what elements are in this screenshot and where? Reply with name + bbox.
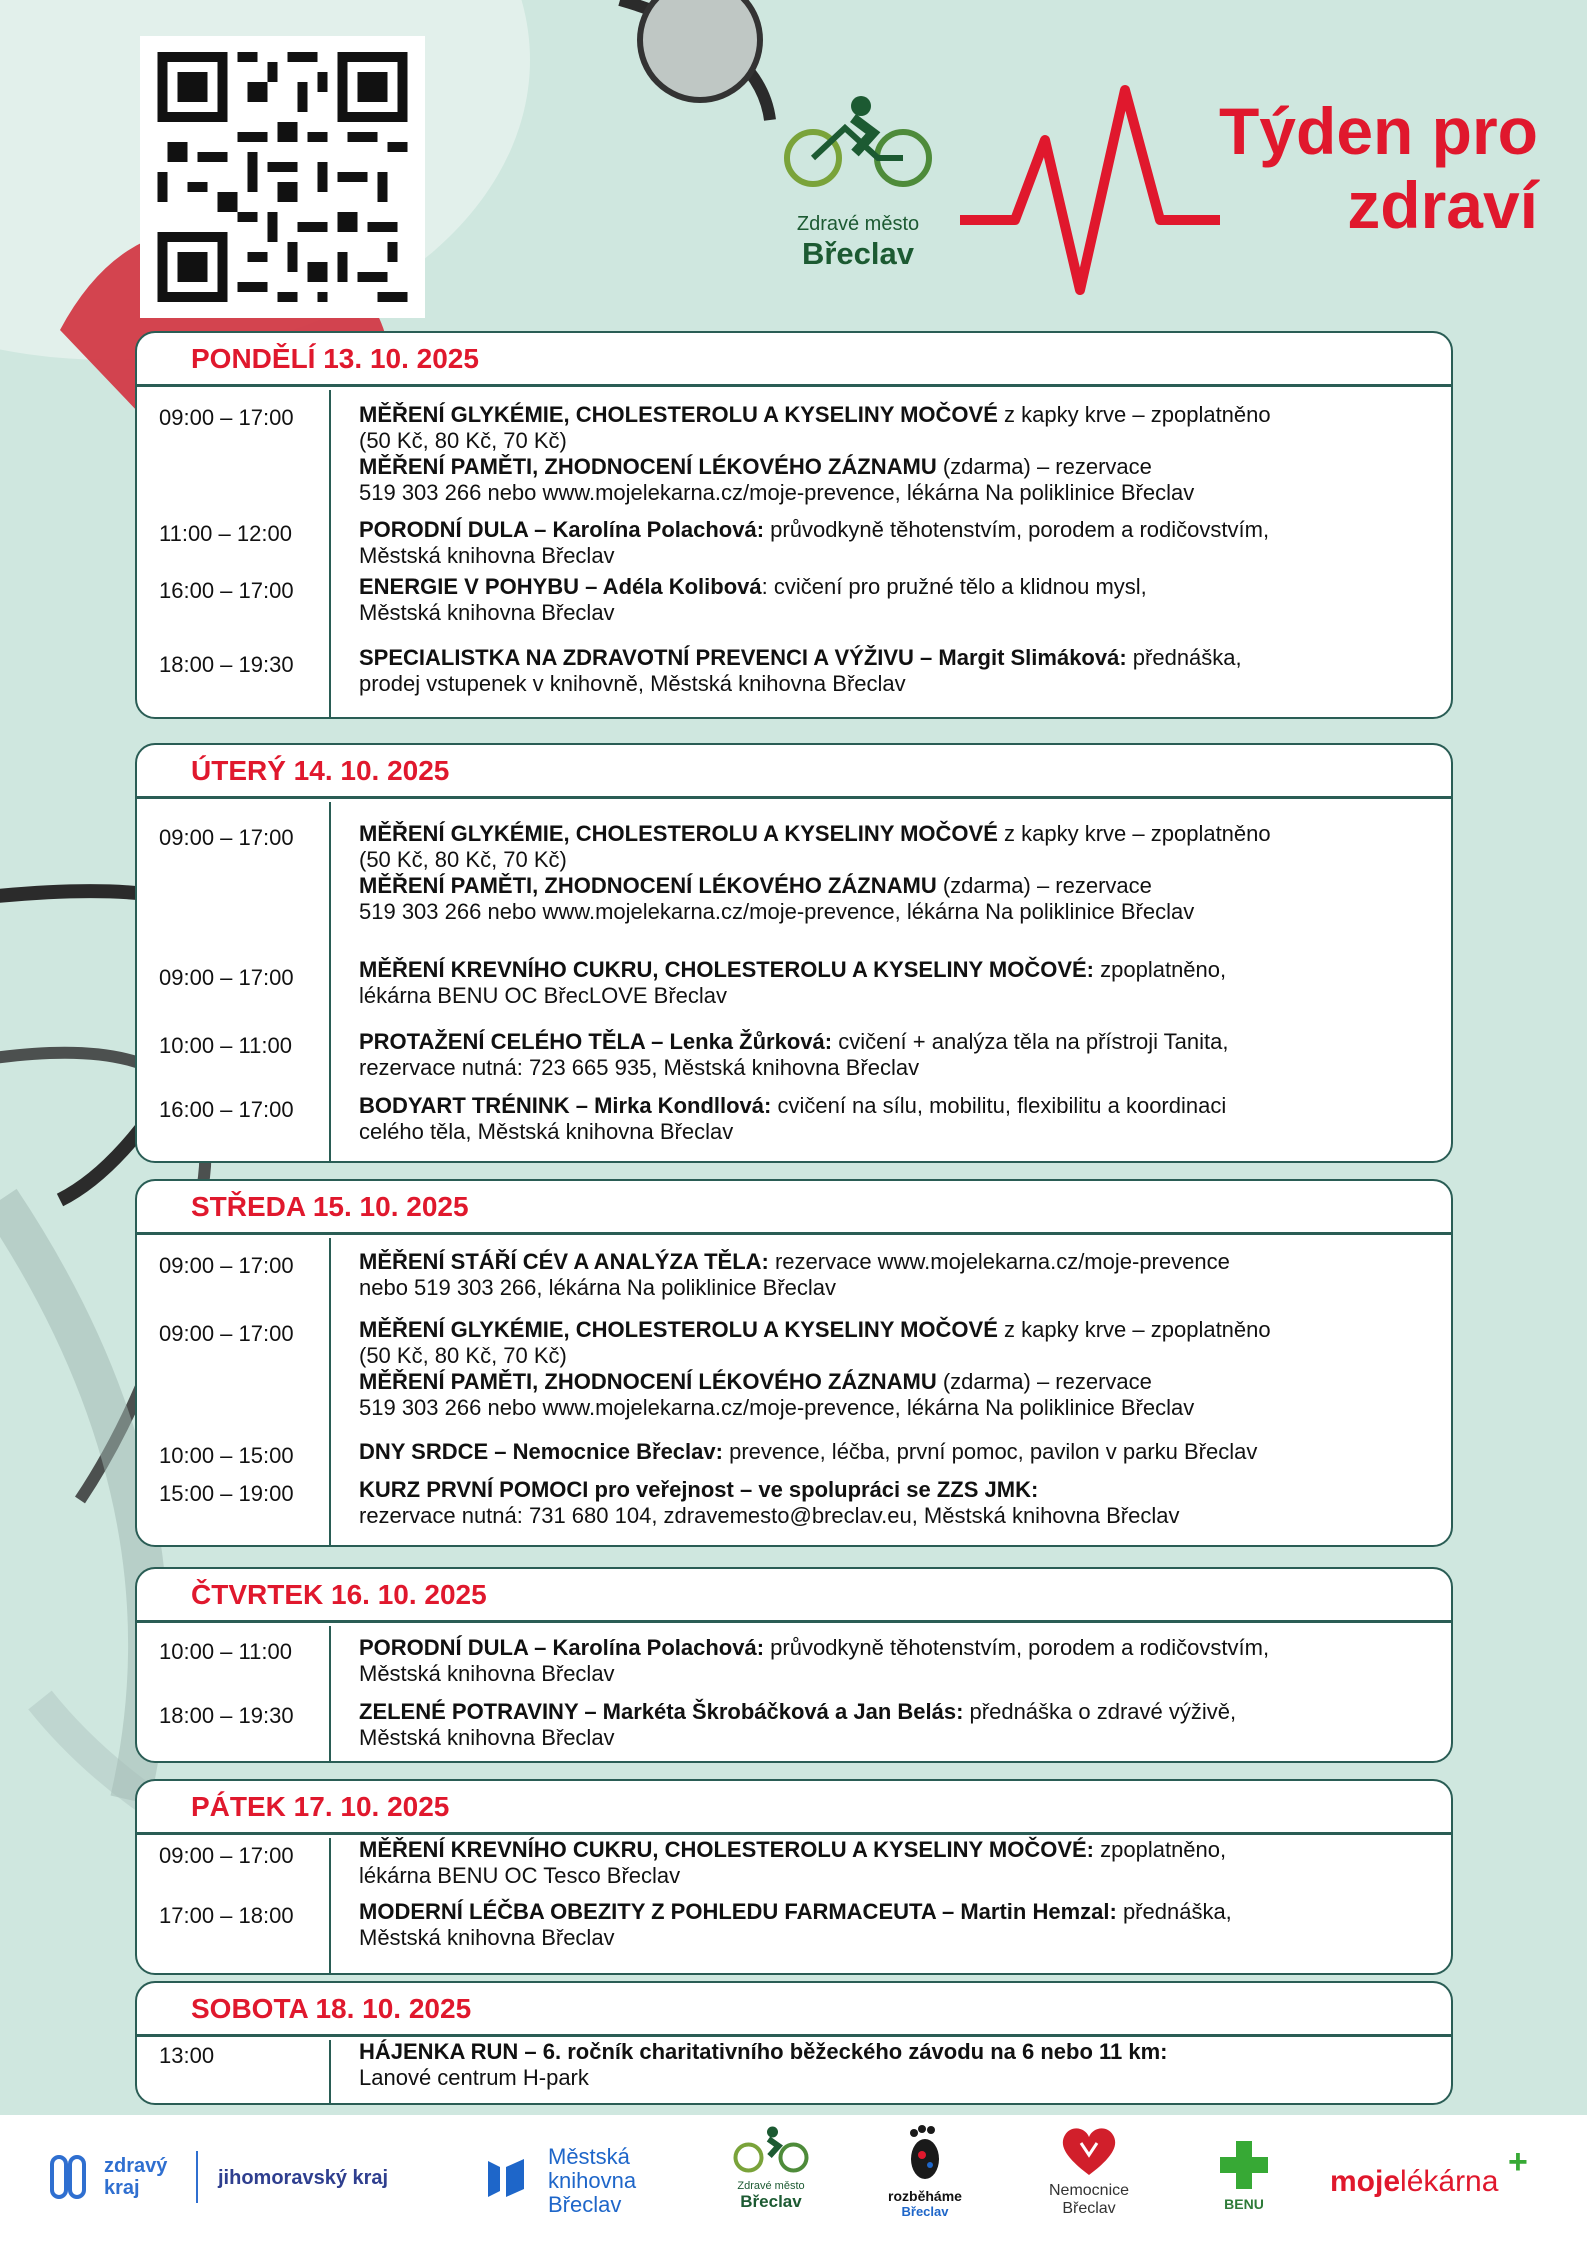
- event-line: [359, 1439, 1405, 1465]
- heart-icon: [1059, 2125, 1119, 2177]
- event-time: 09:00 – 17:00: [159, 1321, 294, 1346]
- event-detail: cvičení + analýza těla na přístroji Tanita,: [832, 1029, 1229, 1054]
- day-block: [135, 743, 1453, 1163]
- event-time: 15:00 – 19:00: [159, 1481, 294, 1506]
- event-time: 09:00 – 17:00: [159, 1843, 294, 1868]
- event-line: [359, 1661, 1405, 1687]
- event-line: [359, 1249, 1405, 1275]
- event-description: [359, 1439, 1405, 1465]
- event-line: [359, 1503, 1405, 1529]
- event-detail: (zdarma) – rezervace: [936, 1369, 1152, 1394]
- event-detail: průvodkyně těhotenstvím, porodem a rodičovstvím,: [764, 1635, 1270, 1660]
- kraj-line-2: kraj: [104, 2177, 140, 2199]
- run-logo: [880, 2123, 970, 2219]
- hospital-line-2: Břeclav: [1062, 2200, 1116, 2217]
- footer-partners: [0, 2115, 1587, 2245]
- event-line: [359, 1093, 1405, 1119]
- event-detail: Městská knihovna Břeclav: [359, 543, 615, 568]
- event-detail: rezervace nutná: 731 680 104, zdravemesto@breclav.eu, Městská knihovna Břeclav: [359, 1503, 1180, 1528]
- column-divider: [329, 1238, 331, 1545]
- cross-icon: [1218, 2139, 1270, 2191]
- town-logo-footer: [726, 2125, 816, 2212]
- event-line: [359, 517, 1405, 543]
- day-title: STŘEDA 15. 10. 2025: [191, 1190, 469, 1222]
- library-line-1: Městská: [548, 2144, 630, 2169]
- benu-text: BENU: [1224, 2196, 1264, 2212]
- event-line: [359, 983, 1405, 1009]
- zdravy-kraj-text: [104, 2155, 167, 2199]
- event-detail: rezervace nutná: 723 665 935, Městská knihovna Břeclav: [359, 1055, 920, 1080]
- event-line: [359, 1317, 1405, 1343]
- day-title: PONDĚLÍ 13. 10. 2025: [191, 342, 479, 374]
- day-header: [137, 745, 1451, 799]
- event-detail: zpoplatněno,: [1094, 957, 1227, 982]
- event-detail: z kapky krve – zpoplatněno: [997, 821, 1271, 846]
- footer-town-caption: Zdravé město: [737, 2180, 805, 2192]
- event-line: [359, 1369, 1405, 1395]
- day-header: [137, 1569, 1451, 1623]
- column-divider: [329, 390, 331, 717]
- event-description: [359, 1477, 1405, 1529]
- event-time: 13:00: [159, 2043, 215, 2068]
- event-line: [359, 1119, 1405, 1145]
- event-line: [359, 1395, 1405, 1421]
- column-divider: [329, 2040, 331, 2103]
- event-description: [359, 574, 1405, 626]
- event-line: [359, 1925, 1405, 1951]
- footprint-icon: [900, 2123, 950, 2183]
- event-detail: přednáška,: [1126, 645, 1242, 670]
- event-detail: prodej vstupenek v knihovně, Městská knihovna Břeclav: [359, 671, 906, 696]
- event-title: BODYART TRÉNINK – Mirka Kondllová:: [359, 1093, 772, 1118]
- event-title: MĚŘENÍ GLYKÉMIE, CHOLESTEROLU A KYSELINY MOČOVÉ: [359, 1317, 998, 1342]
- event-detail: (zdarma) – rezervace: [936, 873, 1152, 898]
- event-line: [359, 821, 1405, 847]
- event-detail: Městská knihovna Břeclav: [359, 600, 615, 625]
- event-detail: lékárna BENU OC Tesco Břeclav: [359, 1863, 681, 1888]
- event-title: MĚŘENÍ PAMĚTI, ZHODNOCENÍ LÉKOVÉHO ZÁZNAMU: [359, 1369, 937, 1394]
- event-detail: 519 303 266 nebo www.mojelekarna.cz/moje-prevence, lékárna Na poliklinice Břeclav: [359, 899, 1195, 924]
- day-block: [135, 1179, 1453, 1547]
- event-description: [359, 957, 1405, 1009]
- event-detail: rezervace www.mojelekarna.cz/moje-prevence: [768, 1249, 1230, 1274]
- event-description: [359, 1317, 1405, 1421]
- event-detail: prevence, léčba, první pomoc, pavilon v parku Břeclav: [722, 1439, 1258, 1464]
- cyclist-icon: [731, 2125, 811, 2175]
- pharmacy-part-b: lékárna: [1400, 2165, 1499, 2198]
- zdravy-kraj-logo: [50, 2155, 86, 2204]
- event-time: 09:00 – 17:00: [159, 1253, 294, 1278]
- event-line: [359, 1635, 1405, 1661]
- event-title: PORODNÍ DULA – Karolína Polachová:: [359, 1635, 765, 1660]
- footer-divider: [196, 2151, 198, 2203]
- event-description: [359, 1635, 1405, 1687]
- event-time: 09:00 – 17:00: [159, 825, 294, 850]
- event-line: [359, 1343, 1405, 1369]
- event-time: 09:00 – 17:00: [159, 965, 294, 990]
- event-title: ZELENÉ POTRAVINY – Markéta Škrobáčková a Jan Belás:: [359, 1699, 964, 1724]
- event-detail: přednáška,: [1116, 1899, 1232, 1924]
- event-line: [359, 402, 1405, 428]
- event-title: SPECIALISTKA NA ZDRAVOTNÍ PREVENCI A VÝŽIVU – Margit Slimáková:: [359, 645, 1127, 670]
- event-detail: (50 Kč, 80 Kč, 70 Kč): [359, 428, 567, 453]
- run-line-2: Břeclav: [901, 2204, 949, 2219]
- event-detail: z kapky krve – zpoplatněno: [997, 402, 1271, 427]
- event-line: [359, 574, 1405, 600]
- event-title: MĚŘENÍ PAMĚTI, ZHODNOCENÍ LÉKOVÉHO ZÁZNAMU: [359, 454, 937, 479]
- event-title: HÁJENKA RUN – 6. ročník charitativního běžeckého závodu na 6 nebo 11 km:: [359, 2039, 1168, 2064]
- day-block: [135, 1981, 1453, 2105]
- day-title: ÚTERÝ 14. 10. 2025: [191, 754, 450, 786]
- event-time: 10:00 – 11:00: [159, 1639, 292, 1664]
- hospital-logo: [1034, 2125, 1144, 2218]
- event-line: [359, 1899, 1405, 1925]
- event-title: MĚŘENÍ STÁŘÍ CÉV A ANALÝZA TĚLA:: [359, 1249, 769, 1274]
- event-detail: přednáška o zdravé výživě,: [963, 1699, 1237, 1724]
- town-name: Břeclav: [801, 236, 915, 271]
- event-time: 18:00 – 19:30: [159, 1703, 294, 1728]
- event-title: ENERGIE V POHYBU – Adéla Kolibová: [359, 574, 762, 599]
- day-block: [135, 1567, 1453, 1763]
- day-header: [137, 333, 1451, 387]
- event-detail: celého těla, Městská knihovna Břeclav: [359, 1119, 734, 1144]
- event-detail: (50 Kč, 80 Kč, 70 Kč): [359, 847, 567, 872]
- event-line: [359, 543, 1405, 569]
- plus-icon: +: [1508, 2143, 1528, 2181]
- event-line: [359, 1477, 1405, 1503]
- event-line: [359, 1275, 1405, 1301]
- day-block: [135, 331, 1453, 719]
- mojelekarna-logo: [1330, 2143, 1528, 2199]
- event-line: [359, 1725, 1405, 1751]
- event-line: [359, 645, 1405, 671]
- event-title: MĚŘENÍ KREVNÍHO CUKRU, CHOLESTEROLU A KYSELINY MOČOVÉ:: [359, 1837, 1095, 1862]
- event-detail: 519 303 266 nebo www.mojelekarna.cz/moje-prevence, lékárna Na poliklinice Břeclav: [359, 480, 1195, 505]
- event-line: [359, 1029, 1405, 1055]
- event-detail: Lanové centrum H-park: [359, 2065, 589, 2090]
- benu-logo: [1214, 2139, 1274, 2212]
- event-detail: cvičení na sílu, mobilitu, flexibilitu a koordinaci: [771, 1093, 1227, 1118]
- day-header: [137, 1781, 1451, 1835]
- event-title: PORODNÍ DULA – Karolína Polachová:: [359, 517, 765, 542]
- event-detail: (zdarma) – rezervace: [936, 454, 1152, 479]
- event-time: 10:00 – 11:00: [159, 1033, 292, 1058]
- event-description: [359, 1899, 1405, 1951]
- cyclist-icon: [783, 88, 933, 200]
- event-line: [359, 2039, 1405, 2065]
- event-detail: zpoplatněno,: [1094, 1837, 1227, 1862]
- event-title: PROTAŽENÍ CELÉHO TĚLA – Lenka Žůrková:: [359, 1029, 833, 1054]
- town-logo: [768, 88, 948, 272]
- event-title: MĚŘENÍ GLYKÉMIE, CHOLESTEROLU A KYSELINY MOČOVÉ: [359, 402, 998, 427]
- event-detail: 519 303 266 nebo www.mojelekarna.cz/moje-prevence, lékárna Na poliklinice Břeclav: [359, 1395, 1195, 1420]
- event-description: [359, 402, 1405, 506]
- event-line: [359, 847, 1405, 873]
- footer-town-name: Břeclav: [740, 2192, 802, 2211]
- kraj-icon: [50, 2155, 86, 2199]
- town-caption: Zdravé město: [796, 213, 920, 235]
- event-time: 10:00 – 15:00: [159, 1443, 294, 1468]
- event-description: [359, 821, 1405, 925]
- event-description: [359, 1249, 1405, 1301]
- event-title: MĚŘENÍ GLYKÉMIE, CHOLESTEROLU A KYSELINY MOČOVÉ: [359, 821, 998, 846]
- event-title: MODERNÍ LÉČBA OBEZITY Z POHLEDU FARMACEUTA – Martin Hemzal:: [359, 1899, 1117, 1924]
- event-line: [359, 1055, 1405, 1081]
- hospital-line-1: Nemocnice: [1048, 2182, 1130, 2199]
- event-title: MĚŘENÍ PAMĚTI, ZHODNOCENÍ LÉKOVÉHO ZÁZNAMU: [359, 873, 937, 898]
- kraj-line-1: zdravý: [104, 2155, 168, 2177]
- event-description: [359, 1837, 1405, 1889]
- event-time: 16:00 – 17:00: [159, 1097, 294, 1122]
- day-block: [135, 1779, 1453, 1975]
- event-detail: Městská knihovna Břeclav: [359, 1725, 615, 1750]
- event-line: [359, 480, 1405, 506]
- event-line: [359, 600, 1405, 626]
- column-divider: [329, 1626, 331, 1761]
- event-time: 09:00 – 17:00: [159, 405, 294, 430]
- event-time: 18:00 – 19:30: [159, 652, 294, 677]
- event-detail: lékárna BENU OC BřecLOVE Břeclav: [359, 983, 728, 1008]
- event-detail: Městská knihovna Břeclav: [359, 1661, 615, 1686]
- library-line-2: knihovna: [548, 2168, 637, 2193]
- event-description: [359, 1093, 1405, 1145]
- run-line-1: rozběháme: [888, 2188, 962, 2204]
- event-line: [359, 1863, 1405, 1889]
- library-logo: [548, 2145, 636, 2217]
- event-line: [359, 428, 1405, 454]
- column-divider: [329, 802, 331, 1161]
- event-description: [359, 517, 1405, 569]
- event-detail: nebo 519 303 266, lékárna Na poliklinice Břeclav: [359, 1275, 836, 1300]
- event-line: [359, 957, 1405, 983]
- page-title: [1118, 94, 1538, 242]
- pharmacy-part-a: moje: [1330, 2165, 1401, 2198]
- jmk-logo: jihomoravský kraj: [218, 2167, 389, 2189]
- day-title: PÁTEK 17. 10. 2025: [191, 1790, 450, 1822]
- day-title: ČTVRTEK 16. 10. 2025: [191, 1578, 487, 1610]
- event-detail: : cvičení pro pružné tělo a klidnou mysl,: [761, 574, 1147, 599]
- event-line: [359, 873, 1405, 899]
- day-header: [137, 1983, 1451, 2037]
- event-detail: Městská knihovna Břeclav: [359, 1925, 615, 1950]
- event-line: [359, 1837, 1405, 1863]
- event-time: 16:00 – 17:00: [159, 578, 294, 603]
- event-detail: z kapky krve – zpoplatněno: [997, 1317, 1271, 1342]
- day-header: [137, 1181, 1451, 1235]
- event-description: [359, 1029, 1405, 1081]
- event-detail: průvodkyně těhotenstvím, porodem a rodičovstvím,: [764, 517, 1270, 542]
- event-line: [359, 671, 1405, 697]
- event-description: [359, 2039, 1405, 2091]
- event-title: DNY SRDCE – Nemocnice Břeclav:: [359, 1439, 723, 1464]
- event-detail: (50 Kč, 80 Kč, 70 Kč): [359, 1343, 567, 1368]
- event-time: 11:00 – 12:00: [159, 521, 292, 546]
- event-title: MĚŘENÍ KREVNÍHO CUKRU, CHOLESTEROLU A KYSELINY MOČOVÉ:: [359, 957, 1095, 982]
- library-line-3: Břeclav: [548, 2192, 622, 2217]
- event-line: [359, 454, 1405, 480]
- event-time: 17:00 – 18:00: [159, 1903, 294, 1928]
- event-description: [359, 1699, 1405, 1751]
- library-icon: [484, 2155, 528, 2208]
- column-divider: [329, 1838, 331, 1973]
- title-line-2: zdraví: [1347, 168, 1538, 242]
- day-title: SOBOTA 18. 10. 2025: [191, 1992, 472, 2024]
- qr-code[interactable]: [140, 36, 425, 318]
- event-line: [359, 1699, 1405, 1725]
- event-line: [359, 2065, 1405, 2091]
- event-line: [359, 899, 1405, 925]
- event-title: KURZ PRVNÍ POMOCI pro veřejnost – ve spolupráci se ZZS JMK:: [359, 1477, 1039, 1502]
- event-description: [359, 645, 1405, 697]
- title-line-1: Týden pro: [1218, 94, 1538, 168]
